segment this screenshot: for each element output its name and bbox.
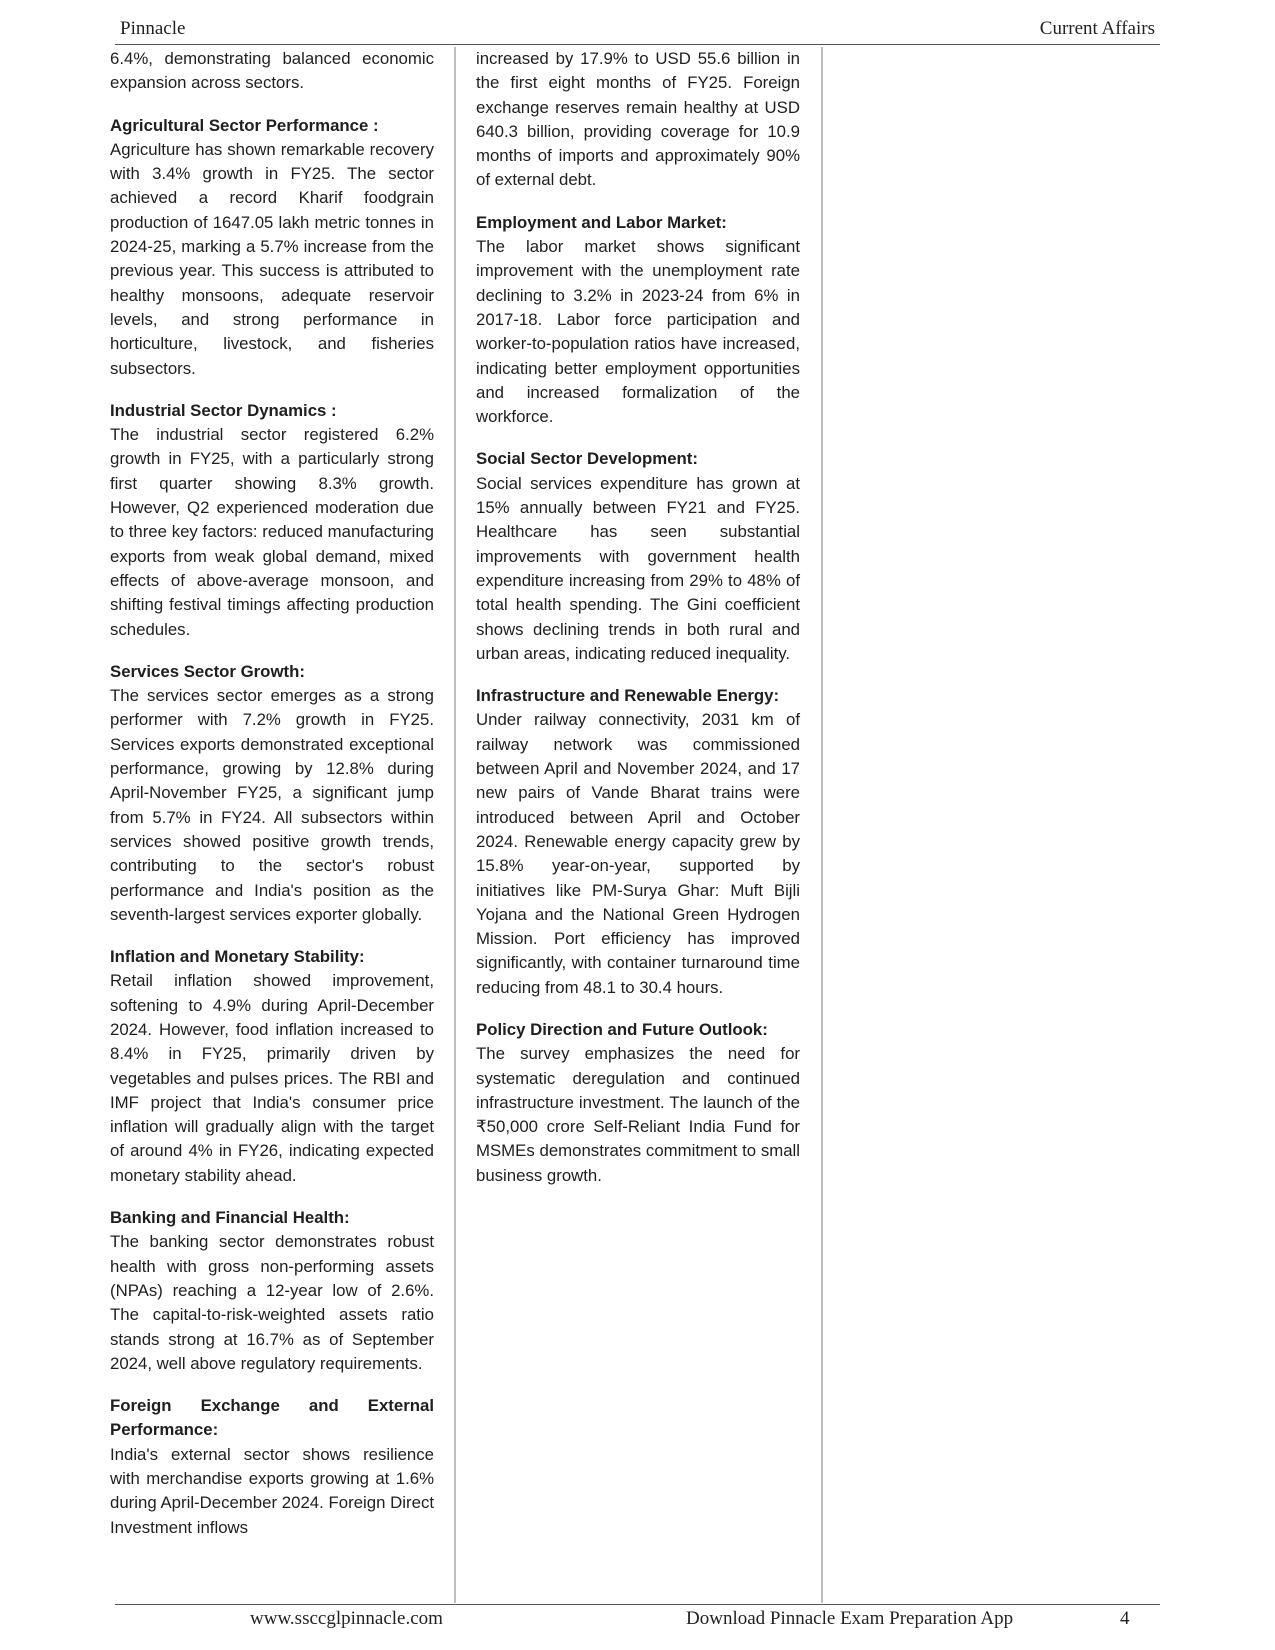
header-rule (115, 44, 1160, 45)
section-social (476, 447, 800, 666)
section-heading: Industrial Sector Dynamics : (110, 400, 337, 420)
section-policy (476, 1018, 800, 1188)
section-infrastructure (476, 684, 800, 1000)
column-divider-1 (454, 47, 456, 1603)
section-foreign-exchange (110, 1394, 434, 1540)
page-footer (0, 1606, 1275, 1636)
section-agriculture (110, 114, 434, 381)
text-column-1 (110, 47, 434, 1558)
section-heading: Infrastructure and Renewable Energy: (476, 686, 780, 706)
section-body: The survey emphasizes the need for systematic deregulation and continued infrastructure investment. The launch of the ₹50,000 crore Self-Reliant India Fund for MSMEs demonstrates commitment to small business growth. (476, 1044, 800, 1185)
section-industrial (110, 399, 434, 642)
column-divider-2 (821, 47, 823, 1603)
section-heading: Foreign Exchange and External Performance: (110, 1396, 434, 1440)
text-column-2 (476, 47, 800, 1206)
section-body: Under railway connectivity, 2031 km of railway network was commissioned between April and November 2024, and 17 new pairs of Vande Bharat trains were introduced between April and October 2024. Renewable energy capacity grew by 15.8% year-on-year, supported by initiatives like PM-Surya Ghar: Muft Bijli Yojana and the National Green Hydrogen Mission. Port efficiency has improved significantly, with container turnaround time reducing from 48.1 to 30.4 hours. (476, 710, 800, 997)
section-heading: Banking and Financial Health: (110, 1208, 350, 1228)
section-heading: Employment and Labor Market: (476, 212, 727, 232)
section-employment (476, 211, 800, 430)
section-body: The industrial sector registered 6.2% growth in FY25, with a particularly strong first quarter showing 8.3% growth. However, Q2 experienced moderation due to three key factors: reduced manufacturing exports from weak global demand, mixed effects of above-average monsoon, and shifting festival timings affecting production schedules. (110, 425, 434, 639)
page-number: 4 (1120, 1608, 1130, 1629)
page-header (115, 14, 1155, 44)
section-body: Retail inflation showed improvement, softening to 4.9% during April-December 2024. However, food inflation increased to 8.4% in FY25, primarily driven by vegetables and pulses prices. The RBI and IMF project that India's consumer price inflation will gradually align with the target of around 4% in FY26, indicating expected monetary stability ahead. (110, 971, 434, 1185)
section-body: India's external sector shows resilience with merchandise exports growing at 1.6% during April-December 2024. Foreign Direct Investment inflows (110, 1444, 434, 1537)
footer-rule (115, 1604, 1160, 1605)
section-heading: Social Sector Development: (476, 449, 698, 469)
section-heading: Policy Direction and Future Outlook: (476, 1019, 768, 1039)
section-heading: Agricultural Sector Performance : (110, 115, 379, 135)
section-body: Social services expenditure has grown at 15% annually between FY21 and FY25. Healthcare has seen substantial improvements with government health expenditure increasing from 29% to 48% of total health spending. The Gini coefficient shows declining trends in both rural and urban areas, indicating reduced inequality. (476, 473, 800, 663)
section-services (110, 660, 434, 927)
section-heading: Services Sector Growth: (110, 661, 305, 681)
section-body: The banking sector demonstrates robust health with gross non-performing assets (NPAs) reaching a 12-year low of 2.6%. The capital-to-risk-weighted assets ratio stands strong at 16.7% as of September 2024, well above regulatory requirements. (110, 1232, 434, 1373)
section-banking (110, 1206, 434, 1376)
column2-intro-paragraph: increased by 17.9% to USD 55.6 billion in the first eight months of FY25. Foreign exchange reserves remain healthy at USD 640.3 billion, providing coverage for 10.9 months of imports and approximately 90% of external debt. (476, 49, 800, 190)
footer-website-link[interactable]: www.ssccglpinnacle.com (250, 1608, 443, 1629)
section-body: The labor market shows significant improvement with the unemployment rate declining to 3.2% in 2023-24 from 6% in 2017-18. Labor force participation and worker-to-population ratios have increased, indicating better employment opportunities and increased formalization of the workforce. (476, 237, 800, 427)
section-body: The services sector emerges as a strong performer with 7.2% growth in FY25. Services exports demonstrated exceptional performance, growing by 12.8% during April-November FY25, a significant jump from 5.7% in FY24. All subsectors within services showed positive growth trends, contributing to the sector's robust performance and India's position as the seventh-largest services exporter globally. (110, 686, 434, 924)
section-body: Agriculture has shown remarkable recovery with 3.4% growth in FY25. The sector achieved a record Kharif foodgrain production of 1647.05 lakh metric tonnes in 2024-25, marking a 5.7% increase from the previous year. This success is attributed to healthy monsoons, adequate reservoir levels, and strong performance in horticulture, livestock, and fisheries subsectors. (110, 139, 434, 378)
section-inflation (110, 945, 434, 1188)
section-heading: Inflation and Monetary Stability: (110, 947, 365, 967)
footer-app-promo: Download Pinnacle Exam Preparation App (686, 1608, 1014, 1629)
header-section-title: Current Affairs (1039, 18, 1155, 39)
header-brand: Pinnacle (120, 18, 186, 39)
column1-intro-paragraph: 6.4%, demonstrating balanced economic expansion across sectors. (110, 49, 434, 93)
